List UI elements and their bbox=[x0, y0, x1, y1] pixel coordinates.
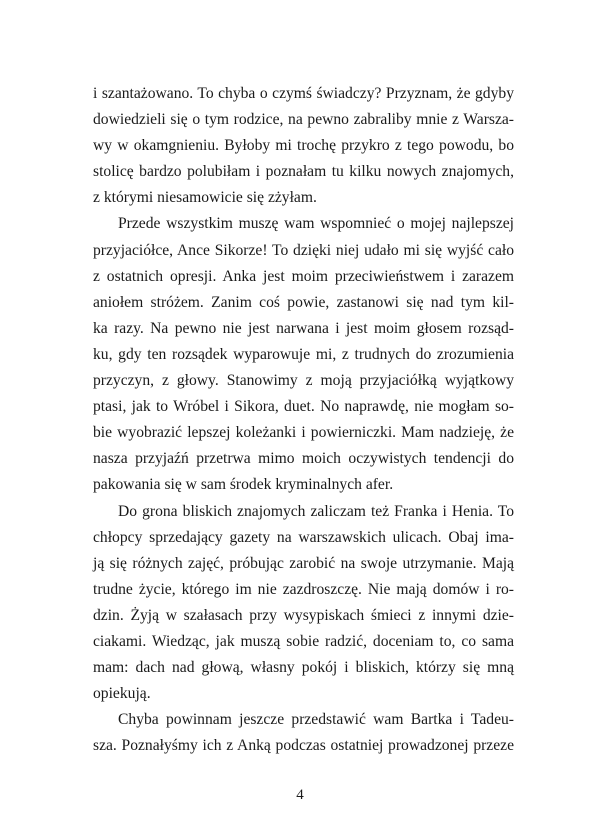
text-line: przyczyn, z głowy. Stanowimy z moją przyjaciółką wyjątkowy bbox=[93, 372, 514, 390]
text-line: sza. Poznałyśmy ich z Anką podczas ostatniej prowadzonej przeze bbox=[93, 737, 514, 755]
text-line: bie wyobrazić lepszej koleżanki i powierniczki. Mam nadzieję, że bbox=[93, 424, 514, 442]
text-line: ku, gdy ten rozsądek wyparowuje mi, z trudnych do zrozumienia bbox=[93, 345, 514, 363]
text-line: ptasi, jak to Wróbel i Sikora, duet. No naprawdę, nie mogłam so- bbox=[93, 398, 514, 416]
text-line: i szantażowano. To chyba o czymś świadczy? Przyznam, że gdyby bbox=[93, 85, 514, 102]
text-line: Przede wszystkim muszę wam wspomnieć o mojej najlepszej bbox=[118, 215, 514, 233]
text-line: ciakami. Wiedząc, jak muszą sobie radzić, doceniam to, co sama bbox=[93, 632, 514, 650]
text-line: aniołem stróżem. Zanim coś powie, zastanowi się nad tym kil- bbox=[93, 293, 514, 311]
text-line: opiekują. bbox=[93, 685, 151, 703]
text-line: z którymi niesamowicie się zżyłam. bbox=[93, 189, 317, 207]
text-line: dzin. Żyją w szałasach przy wysypiskach śmieci z innymi dzie- bbox=[93, 606, 514, 624]
page-body bbox=[93, 81, 514, 759]
text-line: trudne życie, którego im nie zazdroszczę. Nie mają domów i ro- bbox=[93, 580, 514, 598]
page-number: 4 bbox=[296, 787, 304, 803]
text-line: Do grona bliskich znajomych zaliczam też Franka i Henia. To bbox=[118, 502, 514, 520]
text-line: z ostatnich opresji. Anka jest moim przeciwieństwem i zarazem bbox=[93, 267, 514, 285]
text-line: ją się różnych zajęć, próbując zarobić na swoje utrzymanie. Mają bbox=[93, 554, 514, 572]
text-line: Chyba powinnam jeszcze przedstawić wam Bartka i Tadeu- bbox=[118, 711, 514, 729]
text-line: stolicę bardzo polubiłam i poznałam tu kilku nowych znajomych, bbox=[93, 163, 514, 181]
text-line: pakowania się w sam środek kryminalnych afer. bbox=[93, 476, 394, 494]
text-line: nasza przyjaźń przetrwa mimo moich oczywistych tendencji do bbox=[93, 450, 514, 468]
text-line: wy w okamgnieniu. Byłoby mi trochę przykro z tego powodu, bo bbox=[93, 137, 514, 155]
text-line: przyjaciółce, Ance Sikorze! To dzięki niej udało mi się wyjść cało bbox=[93, 241, 514, 259]
text-line: chłopcy sprzedający gazety na warszawskich ulicach. Obaj ima- bbox=[93, 528, 514, 546]
text-line: dowiedzieli się o tym rodzice, na pewno zabraliby mnie z Warsza- bbox=[93, 111, 514, 129]
text-line: ka razy. Na pewno nie jest narwana i jest moim głosem rozsąd- bbox=[93, 319, 514, 337]
text-line: mam: dach nad głową, własny pokój i bliskich, którzy się mną bbox=[93, 659, 514, 677]
